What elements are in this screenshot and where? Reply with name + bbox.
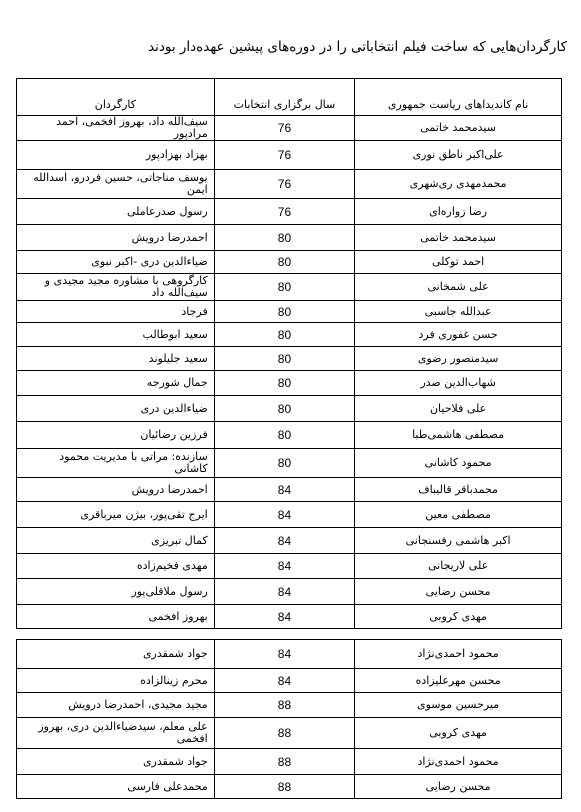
candidate-cell: علی لاریجانی	[355, 554, 562, 579]
director-cell: فرجاد	[17, 301, 215, 323]
candidate-cell: محسن مهرعلیزاده	[355, 669, 562, 693]
candidate-cell: اکبر هاشمی رفسنجانی	[355, 528, 562, 554]
table-row	[17, 301, 562, 323]
year-cell: 80	[214, 422, 354, 449]
table-row	[17, 274, 562, 301]
year-cell: 76	[214, 141, 354, 170]
director-cell: بهزاد بهزادپور	[17, 141, 215, 170]
year-cell: 84	[214, 502, 354, 528]
candidate-cell: مصطفی معین	[355, 502, 562, 528]
table-row	[17, 371, 562, 396]
candidate-cell: عبدالله جاسبی	[355, 301, 562, 323]
table-row	[17, 605, 562, 629]
director-cell: یوسف مناجاتی، حسین فردرو، اسدالله ایمن	[17, 170, 215, 199]
candidate-cell: مصطفی هاشمی‌طبا	[355, 422, 562, 449]
candidate-cell: محسن رضایی	[355, 775, 562, 799]
director-cell: جواد شمقدری	[17, 640, 215, 669]
table-row	[17, 449, 562, 478]
table-row	[17, 640, 562, 669]
table-row	[17, 347, 562, 371]
year-cell: 80	[214, 449, 354, 478]
director-cell: علی معلم، سیدضیاءالدین دری، بهروز افخمی	[17, 718, 215, 749]
year-cell: 80	[214, 225, 354, 251]
director-cell: کمال تبریزی	[17, 528, 215, 554]
candidate-cell: حسن غفوری فرد	[355, 323, 562, 347]
year-cell: 84	[214, 579, 354, 605]
candidate-cell: علی شمخانی	[355, 274, 562, 301]
year-cell: 84	[214, 478, 354, 502]
table-row	[17, 528, 562, 554]
candidate-cell: محسن رضایی	[355, 579, 562, 605]
table-row	[17, 225, 562, 251]
directors-table-continued	[16, 639, 562, 799]
year-cell: 80	[214, 396, 354, 422]
director-cell: رسول ملاقلی‌پور	[17, 579, 215, 605]
year-cell: 76	[214, 199, 354, 225]
year-cell: 88	[214, 693, 354, 718]
table-row	[17, 396, 562, 422]
year-cell: 84	[214, 640, 354, 669]
candidate-cell: محمود کاشانی	[355, 449, 562, 478]
table-header-row	[17, 79, 562, 116]
candidate-cell: محمود احمدی‌نژاد	[355, 749, 562, 775]
year-cell: 80	[214, 371, 354, 396]
year-cell: 80	[214, 347, 354, 371]
table-row	[17, 669, 562, 693]
candidate-cell: شهاب‌الدین صدر	[355, 371, 562, 396]
director-cell: سیف‌الله داد، بهروز افخمی، احمد مرادپور	[17, 116, 215, 141]
director-cell: کارگروهی با مشاوره مجید مجیدی و سیف‌الله داد	[17, 274, 215, 301]
year-cell: 80	[214, 274, 354, 301]
header-candidate: نام کاندیداهای ریاست جمهوری	[355, 79, 562, 116]
director-cell: سعید ابوطالب	[17, 323, 215, 347]
director-cell: رسول صدرعاملی	[17, 199, 215, 225]
director-cell: جواد شمقدری	[17, 749, 215, 775]
table-row	[17, 718, 562, 749]
table-row	[17, 749, 562, 775]
director-cell: محمدعلی فارسی	[17, 775, 215, 799]
director-cell: احمدرضا درویش	[17, 478, 215, 502]
candidate-cell: سیدمحمد خاتمی	[355, 116, 562, 141]
table-row	[17, 199, 562, 225]
year-cell: 84	[214, 669, 354, 693]
header-year: سال برگزاری انتخابات	[214, 79, 354, 116]
year-cell: 84	[214, 554, 354, 579]
table-row	[17, 251, 562, 274]
page-title: کارگردان‌هایی که ساخت فیلم انتخاباتی را در دوره‌های پیشین عهده‌دار بودند	[148, 39, 567, 55]
table-row	[17, 579, 562, 605]
table-row	[17, 141, 562, 170]
candidate-cell: علی فلاحیان	[355, 396, 562, 422]
director-cell: فرزین رضائیان	[17, 422, 215, 449]
director-cell: سازنده: مراتی با مدیریت محمود کاشانی	[17, 449, 215, 478]
candidate-cell: محمود احمدی‌نژاد	[355, 640, 562, 669]
directors-table	[16, 78, 562, 629]
year-cell: 80	[214, 301, 354, 323]
candidate-cell: احمد توکلی	[355, 251, 562, 274]
year-cell: 76	[214, 116, 354, 141]
year-cell: 88	[214, 775, 354, 799]
candidate-cell: سیدمحمد خاتمی	[355, 225, 562, 251]
director-cell: مجید مجیدی، احمدرضا درویش	[17, 693, 215, 718]
table-row	[17, 116, 562, 141]
director-cell: احمدرضا درویش	[17, 225, 215, 251]
director-cell: جمال شورجه	[17, 371, 215, 396]
table-row	[17, 502, 562, 528]
table-row	[17, 170, 562, 199]
table-row	[17, 554, 562, 579]
table-row	[17, 422, 562, 449]
director-cell: ایرج تقی‌پور، بیژن میرباقری	[17, 502, 215, 528]
director-cell: ضیاءالدین دری	[17, 396, 215, 422]
candidate-cell: رضا زواره‌ای	[355, 199, 562, 225]
director-cell: مهدی فخیم‌زاده	[17, 554, 215, 579]
table-row	[17, 478, 562, 502]
candidate-cell: سیدمنصور رضوی	[355, 347, 562, 371]
candidate-cell: میرحسین موسوی	[355, 693, 562, 718]
candidate-cell: مهدی کروبی	[355, 718, 562, 749]
candidate-cell: محمدمهدی ری‌شهری	[355, 170, 562, 199]
year-cell: 80	[214, 323, 354, 347]
candidate-cell: علی‌اکبر ناطق نوری	[355, 141, 562, 170]
candidate-cell: محمدباقر قالیباف	[355, 478, 562, 502]
table-row	[17, 323, 562, 347]
year-cell: 80	[214, 251, 354, 274]
director-cell: بهروز افخمی	[17, 605, 215, 629]
year-cell: 88	[214, 749, 354, 775]
director-cell: سعید جلیلوند	[17, 347, 215, 371]
year-cell: 84	[214, 528, 354, 554]
candidate-cell: مهدی کروبی	[355, 605, 562, 629]
table-row	[17, 693, 562, 718]
year-cell: 84	[214, 605, 354, 629]
header-director: کارگردان	[17, 79, 215, 116]
year-cell: 88	[214, 718, 354, 749]
director-cell: ضیاءالدین دری -اکبر نبوی	[17, 251, 215, 274]
director-cell: محرم زینالزاده	[17, 669, 215, 693]
table-row	[17, 775, 562, 799]
year-cell: 76	[214, 170, 354, 199]
